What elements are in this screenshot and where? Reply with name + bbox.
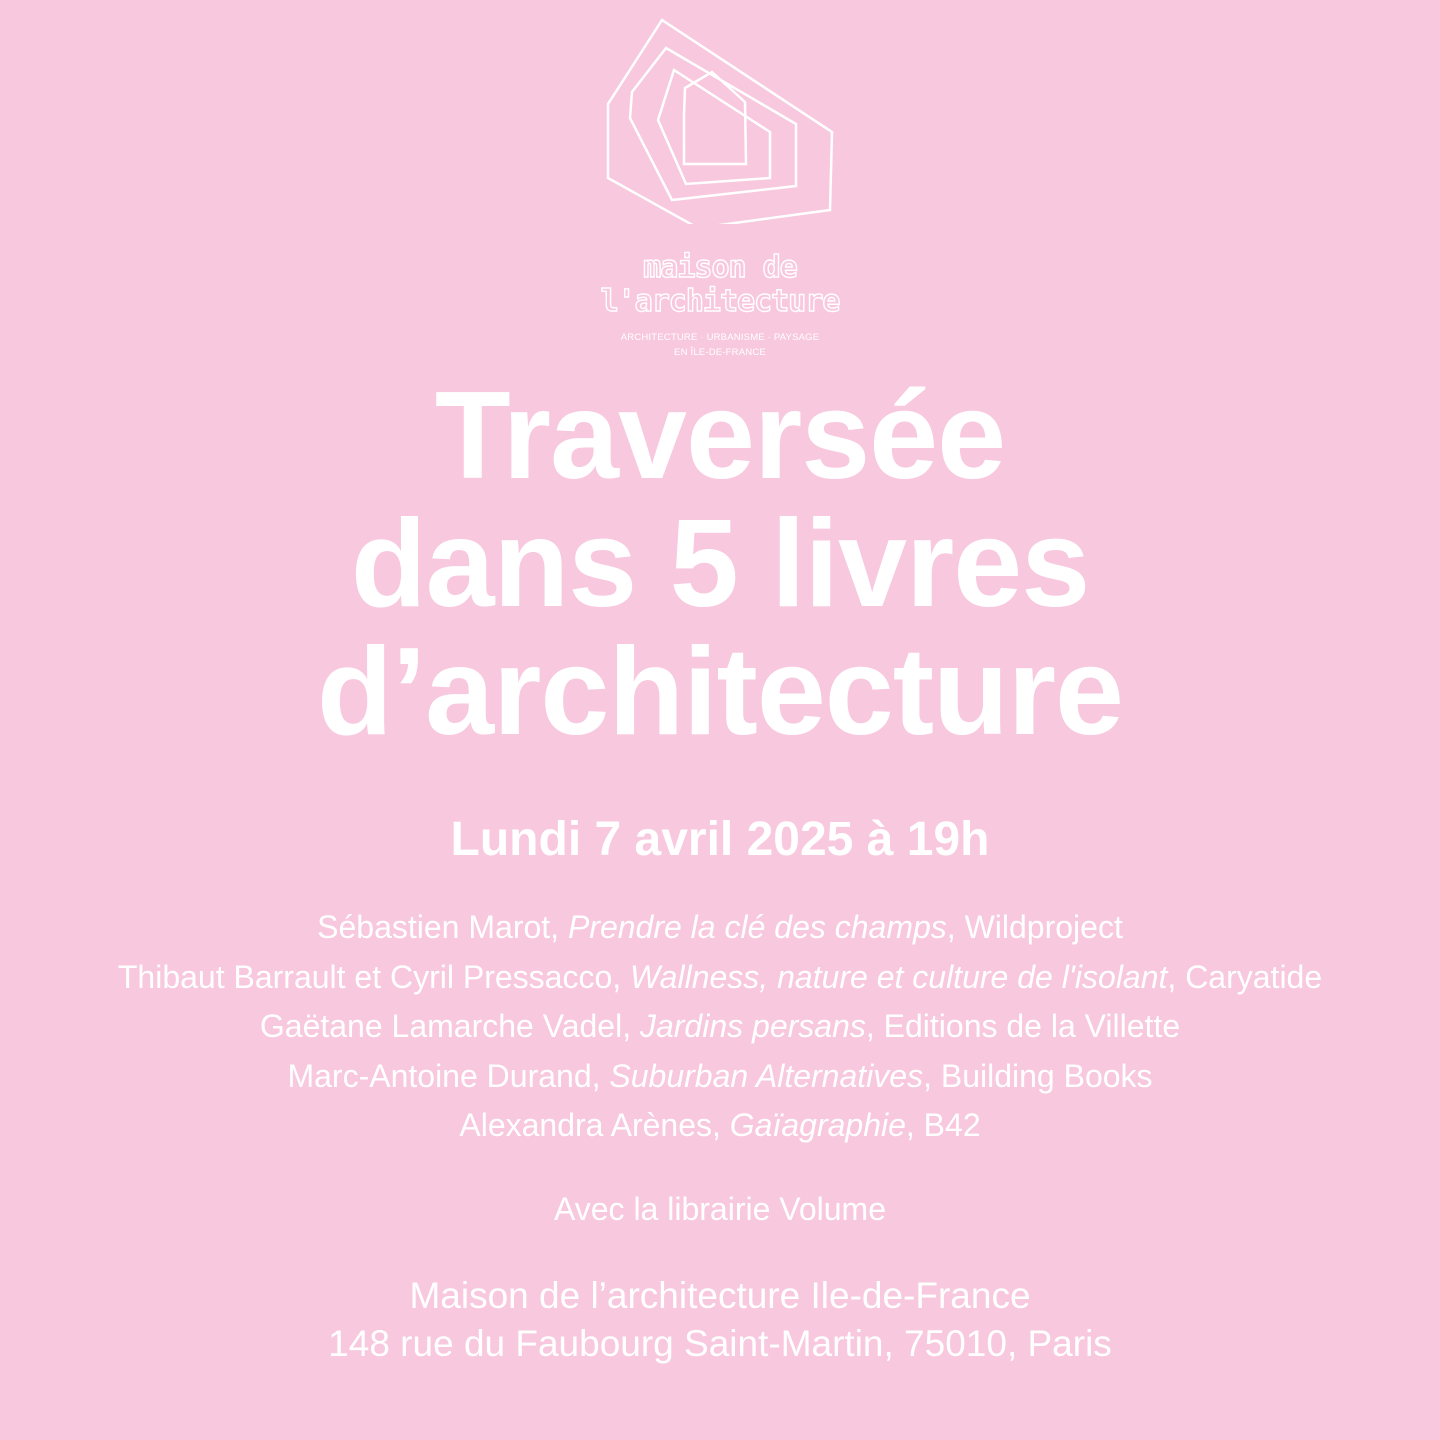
- maison-architecture-logo: [600, 14, 840, 364]
- event-title-line3: d’architecture: [316, 623, 1124, 761]
- venue-block: [0, 1272, 1440, 1368]
- book-publisher: , B42: [905, 1107, 981, 1143]
- book-entry: [0, 903, 1440, 953]
- book-entry: [0, 1052, 1440, 1102]
- book-list: [0, 903, 1440, 1151]
- book-entry: [0, 1002, 1440, 1052]
- book-author: Thibaut Barrault et Cyril Pressacco,: [117, 958, 631, 995]
- partner-bookshop: Avec la librairie Volume: [553, 1191, 886, 1227]
- event-title-line1: Traversée: [434, 367, 1006, 505]
- book-title: Prendre la clé des champs: [567, 909, 947, 945]
- event-title-line2: dans 5 livres: [350, 495, 1090, 633]
- event-date: Lundi 7 avril 2025 à 19h: [450, 813, 990, 866]
- book-author: Sébastien Marot,: [317, 909, 568, 945]
- logo-tagline-line2: EN ÎLE-DE-FRANCE: [674, 347, 766, 358]
- book-publisher: , Caryatide: [1167, 958, 1323, 995]
- logo-wordmark-line2: l'architecture: [600, 284, 840, 319]
- book-title: Suburban Alternatives: [609, 1057, 924, 1094]
- event-title: [0, 367, 1440, 761]
- book-entry: [0, 953, 1440, 1003]
- book-author: Gaëtane Lamarche Vadel,: [259, 1008, 640, 1044]
- venue-name: Maison de l’architecture Ile-de-France: [409, 1275, 1031, 1316]
- book-author: Marc-Antoine Durand,: [287, 1057, 610, 1094]
- nested-house-outline-icon: [600, 14, 840, 224]
- book-title: Wallness, nature et culture de l'isolant: [630, 958, 1168, 995]
- book-publisher: , Editions de la Villette: [865, 1008, 1181, 1044]
- book-publisher: , Wildproject: [946, 909, 1123, 945]
- logo-wordmark-line1: maison de: [643, 250, 797, 285]
- book-publisher: , Building Books: [923, 1057, 1153, 1094]
- book-entry: [0, 1101, 1440, 1151]
- logo-tagline-line1: ARCHITECTURE · URBANISME · PAYSAGE: [620, 332, 820, 343]
- venue-address: 148 rue du Faubourg Saint-Martin, 75010, Paris: [328, 1323, 1112, 1364]
- book-title: Gaïagraphie: [729, 1107, 906, 1143]
- book-author: Alexandra Arènes,: [459, 1107, 730, 1143]
- book-title: Jardins persans: [639, 1008, 866, 1044]
